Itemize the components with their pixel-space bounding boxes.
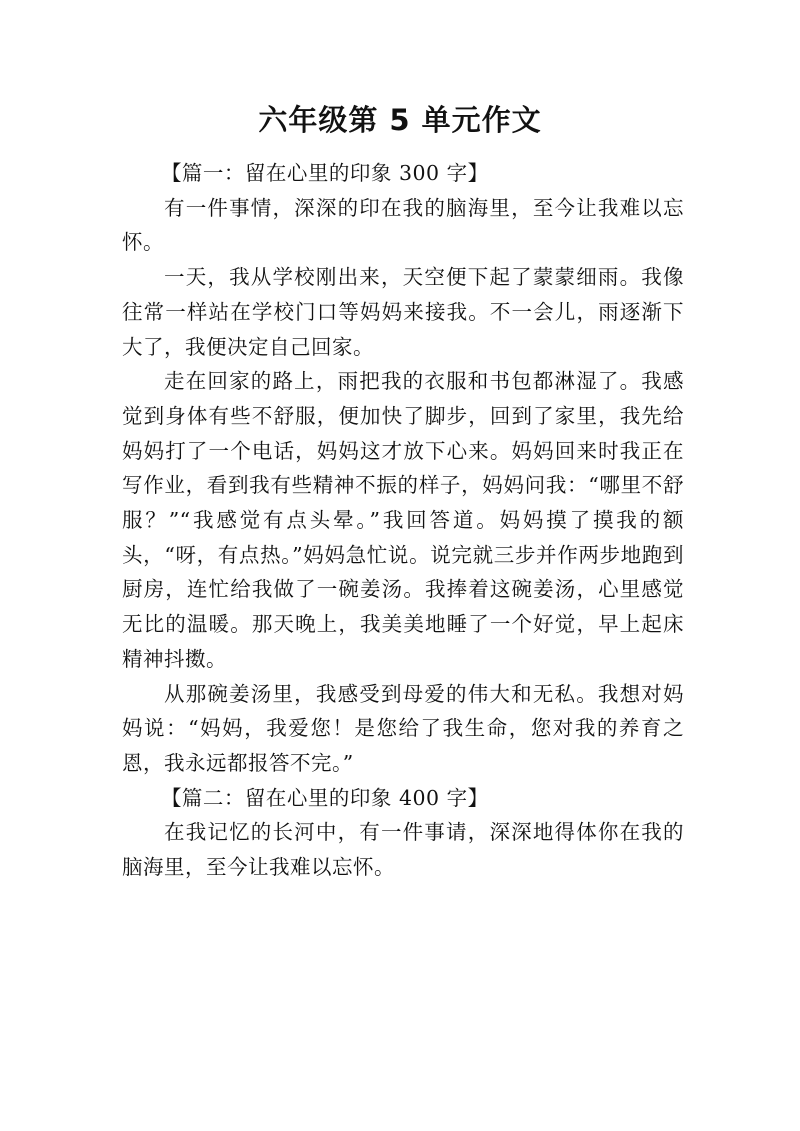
essay-body xyxy=(122,156,684,885)
paragraph: 有一件事情，深深的印在我的脑海里，至今让我难以忘怀。 xyxy=(122,195,684,255)
page-title: 六年级第 5 单元作文 xyxy=(258,103,542,137)
paragraph: 走在回家的路上，雨把我的衣服和书包都淋湿了。我感觉到身体有些不舒服，便加快了脚步，回到了家里，我先给妈妈打了一个电话，妈妈这才放下心来。妈妈回来时我正在写作业，看到我有些精神不振的样子，妈妈问我：“哪里不舒服？”“我感觉有点头晕。”我回答道。妈妈摸了摸我的额头，“呀，有点热。”妈妈急忙说。说完就三步并作两步地跑到厨房，连忙给我做了一碗姜汤。我捧着这碗姜汤，心里感觉无比的温暖。那天晚上，我美美地睡了一个好觉，早上起床精神抖擞。 xyxy=(122,369,684,671)
paragraph: 从那碗姜汤里，我感受到母爱的伟大和无私。我想对妈妈说：“妈妈，我爱您！是您给了我生命，您对我的养育之恩，我永远都报答不完。” xyxy=(122,681,684,775)
section-heading-1: 【篇一：留在心里的印象 300 字】 xyxy=(160,161,489,185)
section-heading-2: 【篇二：留在心里的印象 400 字】 xyxy=(160,785,489,810)
paragraph: 一天，我从学校刚出来，天空便下起了蒙蒙细雨。我像往常一样站在学校门口等妈妈来接我。不一会儿，雨逐渐下大了，我便决定自己回家。 xyxy=(122,265,684,359)
paragraph: 在我记忆的长河中，有一件事请，深深地得体你在我的脑海里，至今让我难以忘怀。 xyxy=(122,820,684,880)
